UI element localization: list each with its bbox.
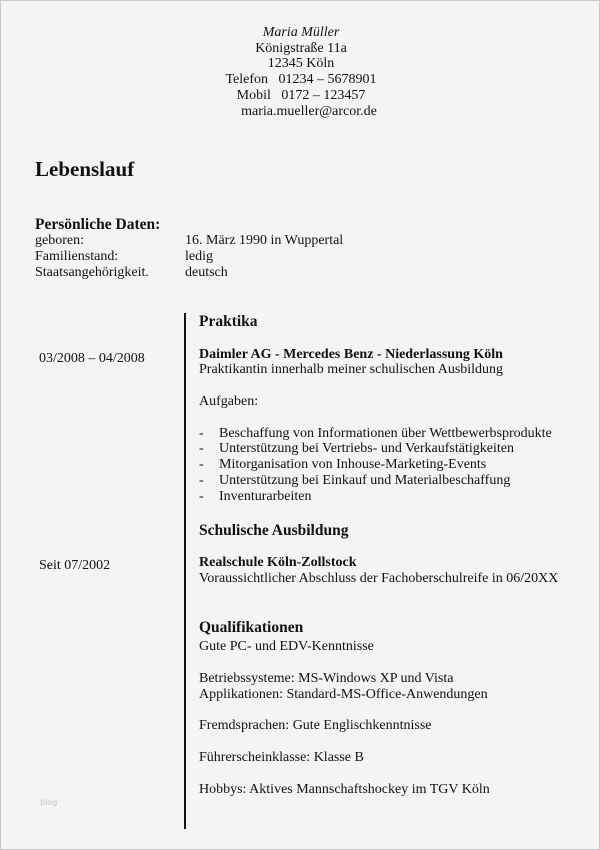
mobile: Mobil 0172 – 123457: [236, 88, 366, 103]
personal-heading: Persönliche Daten:: [35, 216, 161, 233]
school-name: Realschule Köln-Zollstock: [199, 555, 357, 570]
personal-value: ledig: [185, 249, 213, 264]
praktika-heading: Praktika: [199, 313, 258, 330]
schule-heading: Schulische Ausbildung: [199, 522, 349, 539]
bullet: -: [199, 489, 204, 504]
personal-value: deutsch: [185, 265, 228, 280]
personal-value: 16. März 1990 in Wuppertal: [185, 233, 344, 248]
address-city: 12345 Köln: [267, 56, 335, 71]
address-street: Königstraße 11a: [255, 41, 347, 56]
bullet: -: [199, 441, 204, 456]
personal-label: Staatsangehörigkeit.: [35, 265, 149, 280]
tasks-label: Aufgaben:: [199, 394, 259, 409]
watermark: blog: [40, 798, 58, 807]
page-title: Lebenslauf: [35, 157, 135, 181]
qualification-line: Betriebssysteme: MS-Windows XP und Vista: [199, 671, 454, 686]
praktika-role: Praktikantin innerhalb meiner schulischen Ausbildung: [199, 362, 504, 377]
qualification-line: Hobbys: Aktives Mannschaftshockey im TGV Köln: [199, 782, 490, 797]
school-note: Voraussichtlicher Abschluss der Fachoberschulreife in 06/20XX: [199, 571, 559, 586]
praktika-company: Daimler AG - Mercedes Benz - Niederlassung Köln: [199, 347, 503, 362]
qualification-line: Applikationen: Standard-MS-Office-Anwendungen: [199, 687, 488, 702]
task-item: Beschaffung von Informationen über Wettbewerbsprodukte: [219, 426, 552, 441]
task-item: Inventurarbeiten: [219, 489, 312, 504]
qualification-line: Führerscheinklasse: Klasse B: [199, 750, 364, 765]
task-item: Mitorganisation von Inhouse-Marketing-Events: [219, 457, 487, 472]
personal-label: Familienstand:: [35, 249, 119, 264]
phone: Telefon 01234 – 5678901: [225, 72, 377, 87]
bullet: -: [199, 426, 204, 441]
schule-date: Seit 07/2002: [39, 558, 111, 573]
bullet: -: [199, 473, 204, 488]
bullet: -: [199, 457, 204, 472]
qualifikationen-heading: Qualifikationen: [199, 619, 304, 636]
qualification-line: Fremdsprachen: Gute Englischkenntnisse: [199, 718, 432, 733]
email: maria.mueller@arcor.de: [241, 104, 377, 119]
applicant-name: Maria Müller: [262, 25, 340, 40]
qualification-line: Gute PC- und EDV-Kenntnisse: [199, 639, 374, 654]
task-item: Unterstützung bei Vertriebs- und Verkaufstätigkeiten: [219, 441, 514, 456]
personal-label: geboren:: [35, 233, 84, 248]
task-item: Unterstützung bei Einkauf und Materialbeschaffung: [219, 473, 511, 488]
column-divider: [184, 313, 186, 829]
praktika-date: 03/2008 – 04/2008: [39, 351, 145, 366]
